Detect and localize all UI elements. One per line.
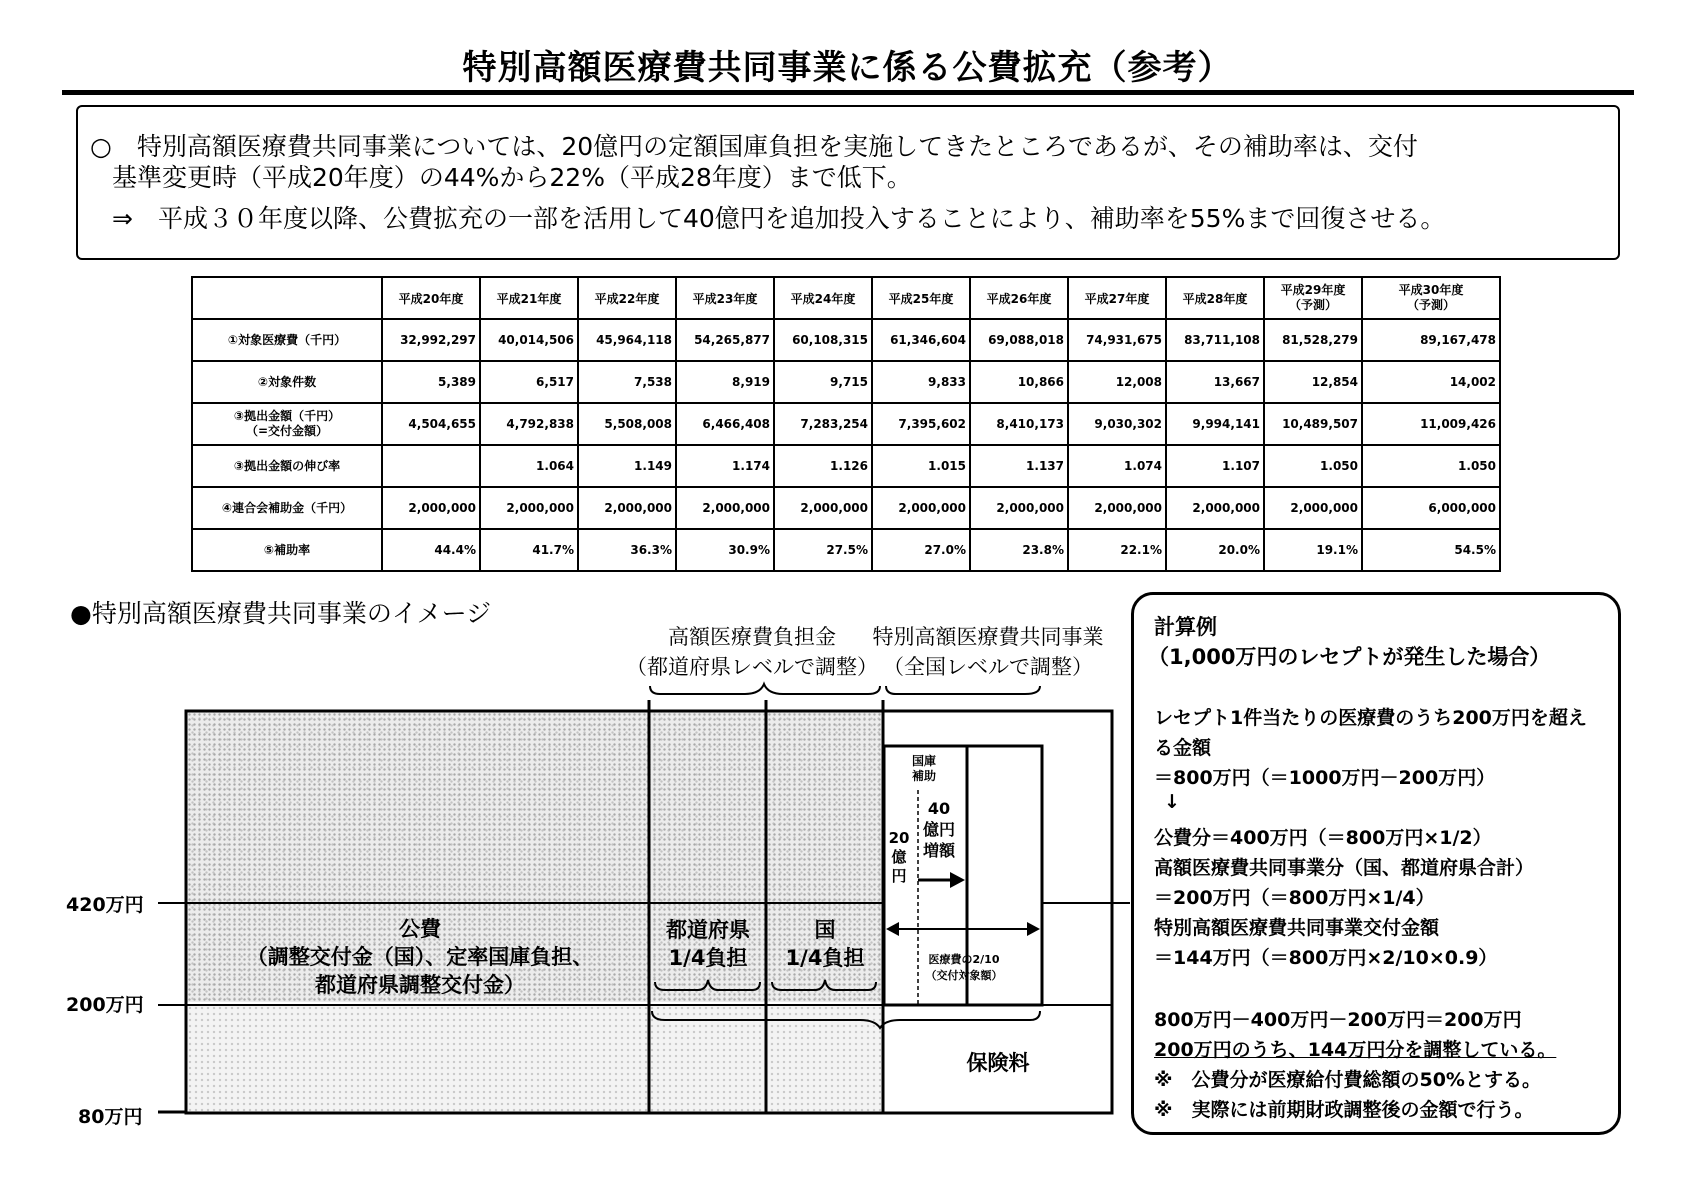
table-cell: 7,283,254 bbox=[774, 403, 872, 445]
y-label-80: 80万円 bbox=[78, 1106, 143, 1128]
kokko-label bbox=[904, 754, 944, 784]
table-cell: 23.8% bbox=[970, 529, 1068, 571]
calc-line: ※ 実際には前期財政調整後の金額で行う。 bbox=[1154, 1099, 1534, 1121]
table-cell: 12,008 bbox=[1068, 361, 1166, 403]
summary-line-2: 基準変更時（平成20年度）の44%から22%（平成28年度）まで低下。 bbox=[112, 163, 912, 192]
table-cell: 8,919 bbox=[676, 361, 774, 403]
kouhi-label bbox=[210, 915, 630, 999]
table-cell: 6,517 bbox=[480, 361, 578, 403]
oku40-line1: 40 bbox=[927, 799, 951, 818]
table-cell: 2,000,000 bbox=[872, 487, 970, 529]
pref-label bbox=[652, 916, 764, 972]
table-cell: 22.1% bbox=[1068, 529, 1166, 571]
pref-line1: 都道府県 bbox=[666, 918, 750, 942]
table-cell: 6,000,000 bbox=[1362, 487, 1500, 529]
table-cell: 1.137 bbox=[970, 445, 1068, 487]
calc-line: 計算例 bbox=[1154, 615, 1217, 639]
col-header: 平成23年度 bbox=[676, 277, 774, 319]
calc-line: る金額 bbox=[1154, 737, 1212, 759]
ryo-line1: 医療費の2/10 bbox=[928, 953, 1000, 966]
pref-line2: 1/4負担 bbox=[668, 946, 748, 970]
table-cell: 2,000,000 bbox=[1068, 487, 1166, 529]
table-cell: 2,000,000 bbox=[480, 487, 578, 529]
calc-line: 高額医療費共同事業分（国、都道府県合計） bbox=[1154, 857, 1535, 879]
brace-bottom bbox=[652, 1011, 1040, 1028]
row-label: ④連合会補助金（千円） bbox=[192, 487, 382, 529]
table-cell: 9,994,141 bbox=[1166, 403, 1264, 445]
row-label: ③拠出金額の伸び率 bbox=[192, 445, 382, 487]
calc-line: レセプト1件当たりの医療費のうち200万円を超え bbox=[1154, 707, 1587, 729]
table-cell: 9,715 bbox=[774, 361, 872, 403]
calc-example-box bbox=[1131, 592, 1621, 1135]
table-cell: 2,000,000 bbox=[382, 487, 480, 529]
row-label: ⑤補助率 bbox=[192, 529, 382, 571]
table-cell: 2,000,000 bbox=[1166, 487, 1264, 529]
row-label: ③拠出金額（千円） （=交付金額） bbox=[192, 403, 382, 445]
table-cell: 27.5% bbox=[774, 529, 872, 571]
table-cell: 61,346,604 bbox=[872, 319, 970, 361]
table-cell: 4,792,838 bbox=[480, 403, 578, 445]
header-kogaku-line2: （都道府県レベルで調整） bbox=[626, 655, 878, 679]
header-tokubetsu-line2: （全国レベルで調整） bbox=[883, 655, 1093, 679]
oku40-line2: 億円 bbox=[922, 820, 955, 839]
kouhi-line2: （調整交付金（国）、定率国庫負担、 bbox=[246, 945, 594, 969]
table-cell: 11,009,426 bbox=[1362, 403, 1500, 445]
kouhi-line1: 公費 bbox=[399, 917, 441, 941]
table-cell: 12,854 bbox=[1264, 361, 1362, 403]
kokko-line2: 補助 bbox=[911, 769, 936, 783]
row-label: ②対象件数 bbox=[192, 361, 382, 403]
table-cell: 40,014,506 bbox=[480, 319, 578, 361]
calc-line: ＝800万円（＝1000万円－200万円） bbox=[1154, 767, 1496, 789]
oku40-line3: 増額 bbox=[922, 841, 955, 860]
table-cell: 81,528,279 bbox=[1264, 319, 1362, 361]
table-cell: 45,964,118 bbox=[578, 319, 676, 361]
table-cell: 2,000,000 bbox=[970, 487, 1068, 529]
table-cell: 9,833 bbox=[872, 361, 970, 403]
col-header: 平成20年度 bbox=[382, 277, 480, 319]
table-cell: 4,504,655 bbox=[382, 403, 480, 445]
table-cell: 9,030,302 bbox=[1068, 403, 1166, 445]
ryo-label bbox=[912, 952, 1016, 984]
summary-line-3: ⇒ 平成３０年度以降、公費拡充の一部を活用して40億円を追加投入することにより、補助率を55%まで回復させる。 bbox=[112, 204, 1446, 233]
table-cell: 69,088,018 bbox=[970, 319, 1068, 361]
table-cell: 10,866 bbox=[970, 361, 1068, 403]
page-title: 特別高額医療費共同事業に係る公費拡充（参考） bbox=[462, 48, 1233, 88]
y-label-420: 420万円 bbox=[66, 894, 144, 916]
nat-label bbox=[769, 916, 881, 972]
oku20-line3: 円 bbox=[891, 867, 907, 885]
oku20-label bbox=[888, 829, 910, 886]
col-header: 平成27年度 bbox=[1068, 277, 1166, 319]
brace-nat bbox=[772, 980, 876, 990]
table-cell: 8,410,173 bbox=[970, 403, 1068, 445]
table-cell: 5,389 bbox=[382, 361, 480, 403]
brace-pref bbox=[655, 980, 760, 990]
summary-line-1: ○ 特別高額医療費共同事業については、20億円の定額国庫負担を実施してきたところであるが、その補助率は、交付 bbox=[90, 132, 1418, 161]
table-cell: 1.174 bbox=[676, 445, 774, 487]
nat-line2: 1/4負担 bbox=[785, 946, 865, 970]
table-cell: 36.3% bbox=[578, 529, 676, 571]
table-cell: 6,466,408 bbox=[676, 403, 774, 445]
col-header: 平成22年度 bbox=[578, 277, 676, 319]
table-cell: 2,000,000 bbox=[1264, 487, 1362, 529]
table-cell: 1.074 bbox=[1068, 445, 1166, 487]
table-cell: 13,667 bbox=[1166, 361, 1264, 403]
col-header: 平成26年度 bbox=[970, 277, 1068, 319]
table-cell: 7,395,602 bbox=[872, 403, 970, 445]
table-cell: 89,167,478 bbox=[1362, 319, 1500, 361]
header-tokubetsu-line1: 特別高額医療費共同事業 bbox=[872, 625, 1104, 649]
table-cell: 5,508,008 bbox=[578, 403, 676, 445]
col-header: 平成28年度 bbox=[1166, 277, 1264, 319]
table-cell: 2,000,000 bbox=[676, 487, 774, 529]
table-cell: 54,265,877 bbox=[676, 319, 774, 361]
table-cell: 27.0% bbox=[872, 529, 970, 571]
table-cell: 1.149 bbox=[578, 445, 676, 487]
oku20-line1: 20 bbox=[888, 829, 910, 847]
row-label: ①対象医療費（千円） bbox=[192, 319, 382, 361]
kokko-line1: 国庫 bbox=[911, 754, 936, 768]
ryo-line2: （交付対象額） bbox=[925, 969, 1003, 982]
table-cell: 1.107 bbox=[1166, 445, 1264, 487]
nat-line1: 国 bbox=[814, 918, 836, 942]
table-cell: 1.064 bbox=[480, 445, 578, 487]
calc-line: 800万円－400万円－200万円＝200万円 bbox=[1154, 1009, 1522, 1031]
col-header: 平成30年度 （予測） bbox=[1362, 277, 1500, 319]
col-header: 平成29年度 （予測） bbox=[1264, 277, 1362, 319]
table-cell: 32,992,297 bbox=[382, 319, 480, 361]
table-cell: 41.7% bbox=[480, 529, 578, 571]
calc-line: ＝144万円（＝800万円×2/10×0.9） bbox=[1154, 947, 1498, 969]
table-cell: 2,000,000 bbox=[578, 487, 676, 529]
calc-line: 200万円のうち、144万円分を調整している。 bbox=[1154, 1039, 1557, 1061]
calc-line: ＝200万円（＝800万円×1/4） bbox=[1154, 887, 1435, 909]
table-cell: 60,108,315 bbox=[774, 319, 872, 361]
table-cell: 14,002 bbox=[1362, 361, 1500, 403]
table-cell: 74,931,675 bbox=[1068, 319, 1166, 361]
table-cell: 1.126 bbox=[774, 445, 872, 487]
y-label-200: 200万円 bbox=[66, 994, 144, 1016]
calc-line: ※ 公費分が医療給付費総額の50%とする。 bbox=[1154, 1069, 1541, 1091]
oku40-label bbox=[914, 798, 964, 861]
header-kogaku-line1: 高額医療費負担金 bbox=[668, 625, 836, 649]
table-cell: 30.9% bbox=[676, 529, 774, 571]
table-cell: 54.5% bbox=[1362, 529, 1500, 571]
calc-line: （1,000万円のレセプトが発生した場合） bbox=[1148, 645, 1551, 669]
oku20-line2: 億 bbox=[891, 848, 907, 866]
table-cell: 44.4% bbox=[382, 529, 480, 571]
table-cell: 19.1% bbox=[1264, 529, 1362, 571]
table-cell: 7,538 bbox=[578, 361, 676, 403]
calc-line: 特別高額医療費共同事業交付金額 bbox=[1154, 917, 1440, 939]
table-cell: 2,000,000 bbox=[774, 487, 872, 529]
hoken-label: 保険料 bbox=[966, 1051, 1030, 1075]
table-cell: 1.050 bbox=[1362, 445, 1500, 487]
col-header: 平成24年度 bbox=[774, 277, 872, 319]
col-header: 平成25年度 bbox=[872, 277, 970, 319]
calc-line: ↓ bbox=[1164, 791, 1180, 813]
table-cell: 1.015 bbox=[872, 445, 970, 487]
table-cell: 20.0% bbox=[1166, 529, 1264, 571]
diagram-section-title: ●特別高額医療費共同事業のイメージ bbox=[70, 599, 492, 628]
table-cell: 83,711,108 bbox=[1166, 319, 1264, 361]
table-cell: 10,489,507 bbox=[1264, 403, 1362, 445]
calc-line: 公費分＝400万円（＝800万円×1/2） bbox=[1154, 827, 1492, 849]
table-cell: 1.050 bbox=[1264, 445, 1362, 487]
col-header: 平成21年度 bbox=[480, 277, 578, 319]
kouhi-line3: 都道府県調整交付金） bbox=[315, 973, 525, 997]
